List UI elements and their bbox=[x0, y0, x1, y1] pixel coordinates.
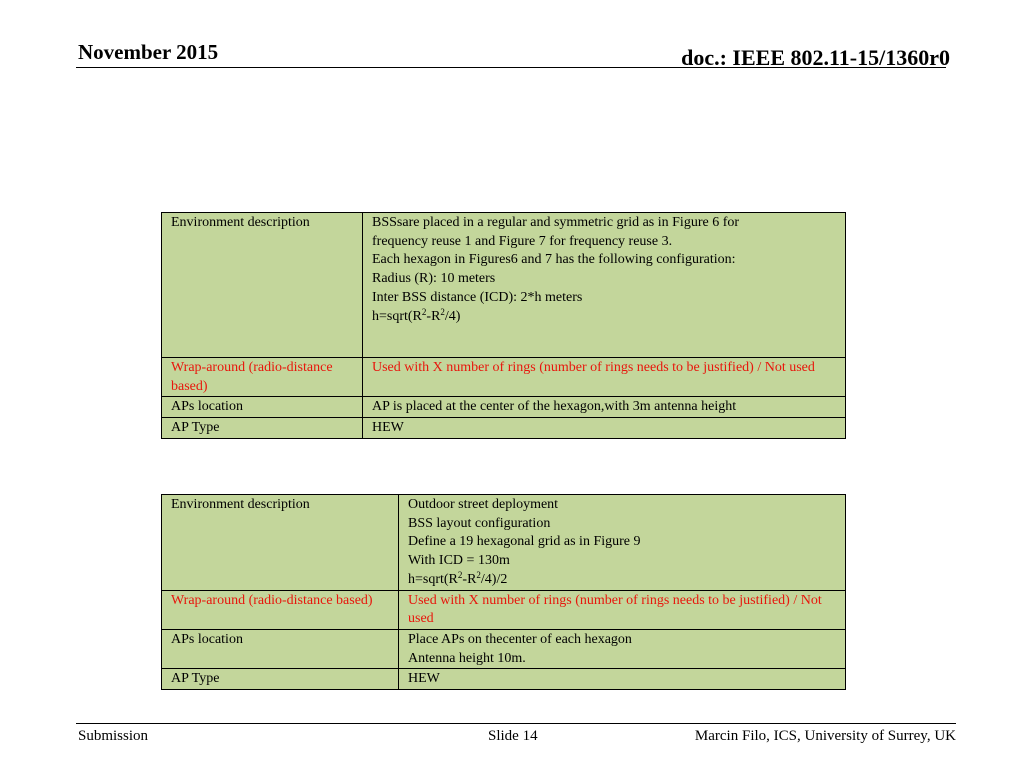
environment-table-1 bbox=[161, 212, 846, 439]
header-divider bbox=[76, 67, 946, 68]
header-date: November 2015 bbox=[78, 40, 219, 64]
row-label: AP Type bbox=[162, 418, 363, 439]
value-line: BSSsare placed in a regular and symmetric grid as in Figure 6 for bbox=[372, 215, 740, 230]
value-line: Define a 19 hexagonal grid as in Figure 9 bbox=[408, 534, 641, 550]
row-value: Used with X number of rings (number of rings needs to be justified) / Not used bbox=[363, 358, 846, 397]
footer-author: Marcin Filo, ICS, University of Surrey, UK bbox=[694, 728, 956, 744]
formula-line: $h=sqrt(R^2-R^2/4)/2$ bbox=[408, 569, 508, 587]
row-label: Environment description bbox=[162, 495, 399, 591]
value-line: Place APs on thecenter of each hexagon bbox=[408, 631, 632, 647]
row-value: HEW bbox=[399, 669, 846, 690]
table-row bbox=[162, 590, 846, 629]
row-label: AP Type bbox=[162, 669, 399, 690]
value-line: Radius (R): 10 meters bbox=[372, 271, 496, 287]
environment-table-2 bbox=[161, 494, 846, 690]
row-label: APs location bbox=[162, 397, 363, 418]
value-line: Antenna height 10m. bbox=[408, 650, 526, 666]
slide-number: Slide 14 bbox=[488, 728, 538, 744]
row-value bbox=[399, 629, 846, 668]
table-row bbox=[162, 358, 846, 397]
row-value: Used with X number of rings (number of rings needs to be justified) / Not used bbox=[399, 590, 846, 629]
value-line: Outdoor street deployment bbox=[408, 497, 559, 512]
row-label: Wrap-around (radio-distance based) bbox=[162, 358, 363, 397]
value-line: Inter BSS distance (ICD): 2*h meters bbox=[372, 289, 583, 305]
header-doc-id: doc.: IEEE 802.11-15/1360r0 bbox=[681, 45, 950, 70]
row-value: AP is placed at the center of the hexagon,with 3m antenna height bbox=[363, 397, 846, 418]
row-label: Wrap-around (radio-distance based) bbox=[162, 590, 399, 629]
row-label: APs location bbox=[162, 629, 399, 668]
row-value bbox=[363, 213, 846, 358]
footer-submission: Submission bbox=[78, 728, 149, 744]
value-line: frequency reuse 1 and Figure 7 for frequency reuse 3. bbox=[372, 233, 673, 249]
table-row bbox=[162, 629, 846, 668]
row-value: HEW bbox=[363, 418, 846, 439]
table-row bbox=[162, 213, 846, 358]
table-row bbox=[162, 418, 846, 439]
value-line: With ICD = 130m bbox=[408, 553, 510, 569]
row-label: Environment description bbox=[162, 213, 363, 358]
footer-divider bbox=[76, 723, 956, 724]
formula-line: $h=sqrt(R^2-R^2/4)$ bbox=[372, 306, 461, 324]
table-row bbox=[162, 495, 846, 591]
value-line: Each hexagon in Figures6 and 7 has the following configuration: bbox=[372, 252, 736, 268]
table-row bbox=[162, 669, 846, 690]
value-line: BSS layout configuration bbox=[408, 515, 551, 531]
row-value bbox=[399, 495, 846, 591]
table-row bbox=[162, 397, 846, 418]
